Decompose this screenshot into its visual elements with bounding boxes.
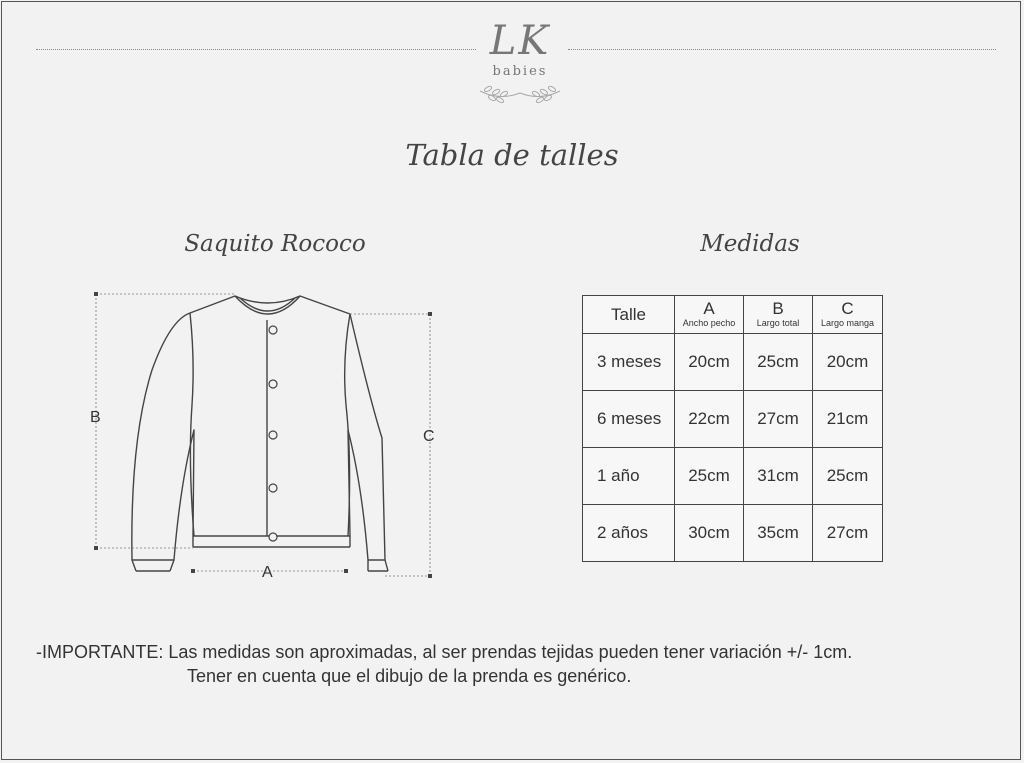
- header-b-sub: Largo total: [756, 318, 800, 328]
- value-cell: 21cm: [813, 391, 883, 448]
- header-b: [744, 296, 813, 334]
- brand-logo: [470, 14, 570, 114]
- measurements-title: Medidas: [700, 231, 800, 257]
- button-icon: [269, 380, 277, 388]
- brand-sub: babies: [492, 64, 548, 79]
- value-cell: 22cm: [675, 391, 744, 448]
- garment-title: Saquito Rococo: [184, 231, 366, 257]
- size-cell: 1 año: [583, 448, 675, 505]
- dim-c-label: C: [423, 428, 435, 445]
- header-divider-left: [36, 49, 476, 50]
- cardigan-sketch: [80, 280, 450, 590]
- header-a-sub: Ancho pecho: [682, 318, 736, 328]
- brand-mark: LK: [489, 18, 551, 64]
- value-cell: 27cm: [813, 505, 883, 562]
- header-c-sub: Largo manga: [820, 318, 875, 328]
- header-c: [813, 296, 883, 334]
- value-cell: 35cm: [744, 505, 813, 562]
- value-cell: 27cm: [744, 391, 813, 448]
- important-note: [36, 640, 852, 688]
- table-row: [583, 391, 883, 448]
- value-cell: 20cm: [813, 334, 883, 391]
- header-divider-right: [568, 49, 996, 50]
- button-icon: [269, 326, 277, 334]
- button-icon: [269, 484, 277, 492]
- button-icon: [269, 533, 277, 541]
- header-c-letter: C: [841, 299, 854, 318]
- value-cell: 25cm: [813, 448, 883, 505]
- value-cell: 25cm: [744, 334, 813, 391]
- note-line-2: Tener en cuenta que el dibujo de la prenda es genérico.: [187, 666, 632, 686]
- size-cell: 2 años: [583, 505, 675, 562]
- value-cell: 20cm: [675, 334, 744, 391]
- page-title: Tabla de talles: [405, 138, 619, 172]
- table-header-row: [583, 296, 883, 334]
- value-cell: 25cm: [675, 448, 744, 505]
- table-row: [583, 334, 883, 391]
- table-row: [583, 505, 883, 562]
- button-icon: [269, 431, 277, 439]
- value-cell: 30cm: [675, 505, 744, 562]
- dim-a-label: A: [262, 564, 273, 581]
- note-line-1: -IMPORTANTE: Las medidas son aproximadas, al ser prendas tejidas pueden tener variación +/- 1cm.: [36, 642, 853, 662]
- header-a-letter: A: [703, 299, 715, 318]
- right-armhole-seam: [345, 314, 350, 536]
- value-cell: 31cm: [744, 448, 813, 505]
- table-row: [583, 448, 883, 505]
- dim-b-label: B: [90, 409, 101, 426]
- laurel-icon: [470, 79, 570, 109]
- size-table: [582, 295, 883, 562]
- size-cell: 6 meses: [583, 391, 675, 448]
- header-b-letter: B: [772, 299, 784, 318]
- size-cell: 3 meses: [583, 334, 675, 391]
- header-a: [675, 296, 744, 334]
- header-size: Talle: [583, 296, 675, 334]
